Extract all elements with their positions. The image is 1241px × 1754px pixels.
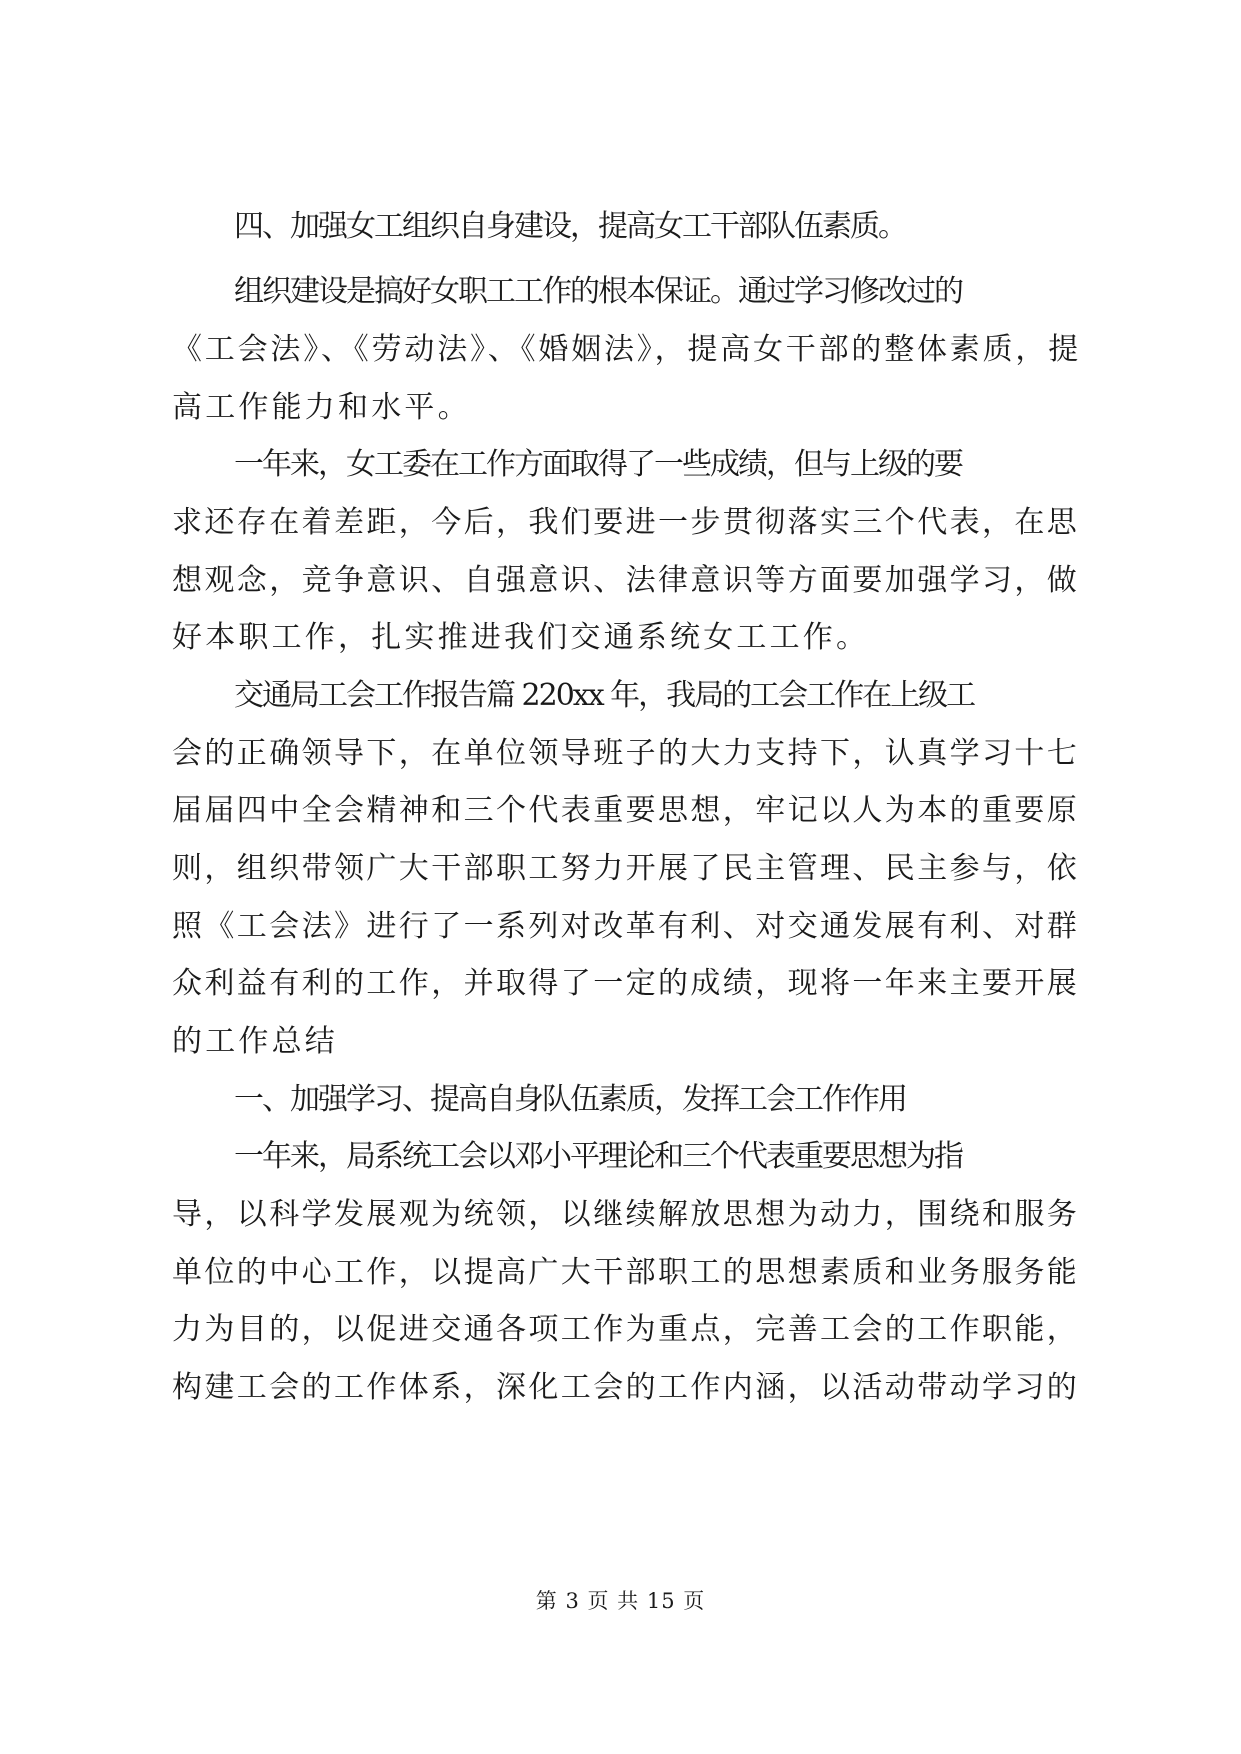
paragraph-line: 好本职工作，扎实推进我们交通系统女工工作。 xyxy=(172,620,870,655)
section-heading-1: 一、加强学习、提高自身队伍素质，发挥工会工作作用 xyxy=(234,1082,906,1117)
paragraph-line: 的工作总结 xyxy=(172,1024,338,1059)
paragraph-line: 一年来，局系统工会以邓小平理论和三个代表重要思想为指 xyxy=(234,1139,962,1174)
paragraph-line: 想观念，竞争意识、自强意识、法律意识等方面要加强学习，做 xyxy=(172,563,1080,598)
paragraph-line: 导，以科学发展观为统领，以继续解放思想为动力，围绕和服务 xyxy=(172,1197,1080,1232)
paragraph-line: 构建工会的工作体系，深化工会的工作内涵，以活动带动学习的 xyxy=(172,1370,1080,1405)
paragraph-line: 高工作能力和水平。 xyxy=(172,390,471,425)
paragraph-line: 则，组织带领广大干部职工努力开展了民主管理、民主参与，依 xyxy=(172,851,1080,886)
paragraph-line: 众利益有利的工作，并取得了一定的成绩，现将一年来主要开展 xyxy=(172,966,1080,1001)
paragraph-line: 届届四中全会精神和三个代表重要思想，牢记以人为本的重要原 xyxy=(172,793,1080,828)
paragraph-line: 力为目的，以促进交通各项工作为重点，完善工会的工作职能， xyxy=(172,1312,1080,1347)
page-number-footer: 第 3 页 共 15 页 xyxy=(535,1589,706,1613)
paragraph-line: 组织建设是搞好女职工工作的根本保证。通过学习修改过的 xyxy=(234,274,962,309)
paragraph-line: 单位的中心工作，以提高广大干部职工的思想素质和业务服务能 xyxy=(172,1255,1080,1290)
section-heading-4: 四、加强女工组织自身建设，提高女工干部队伍素质。 xyxy=(234,209,906,244)
paragraph-line: 会的正确领导下，在单位领导班子的大力支持下，认真学习十七 xyxy=(172,736,1080,771)
paragraph-line: 《工会法》、《劳动法》、《婚姻法》，提高女干部的整体素质，提 xyxy=(172,332,1081,367)
paragraph-line: 求还存在着差距，今后，我们要进一步贯彻落实三个代表，在思 xyxy=(172,505,1080,540)
paragraph-line: 照《工会法》进行了一系列对改革有利、对交通发展有利、对群 xyxy=(172,909,1080,944)
paragraph-line: 交通局工会工作报告篇 220xx 年，我局的工会工作在上级工 xyxy=(234,678,975,713)
paragraph-line: 一年来，女工委在工作方面取得了一些成绩，但与上级的要 xyxy=(234,447,962,482)
